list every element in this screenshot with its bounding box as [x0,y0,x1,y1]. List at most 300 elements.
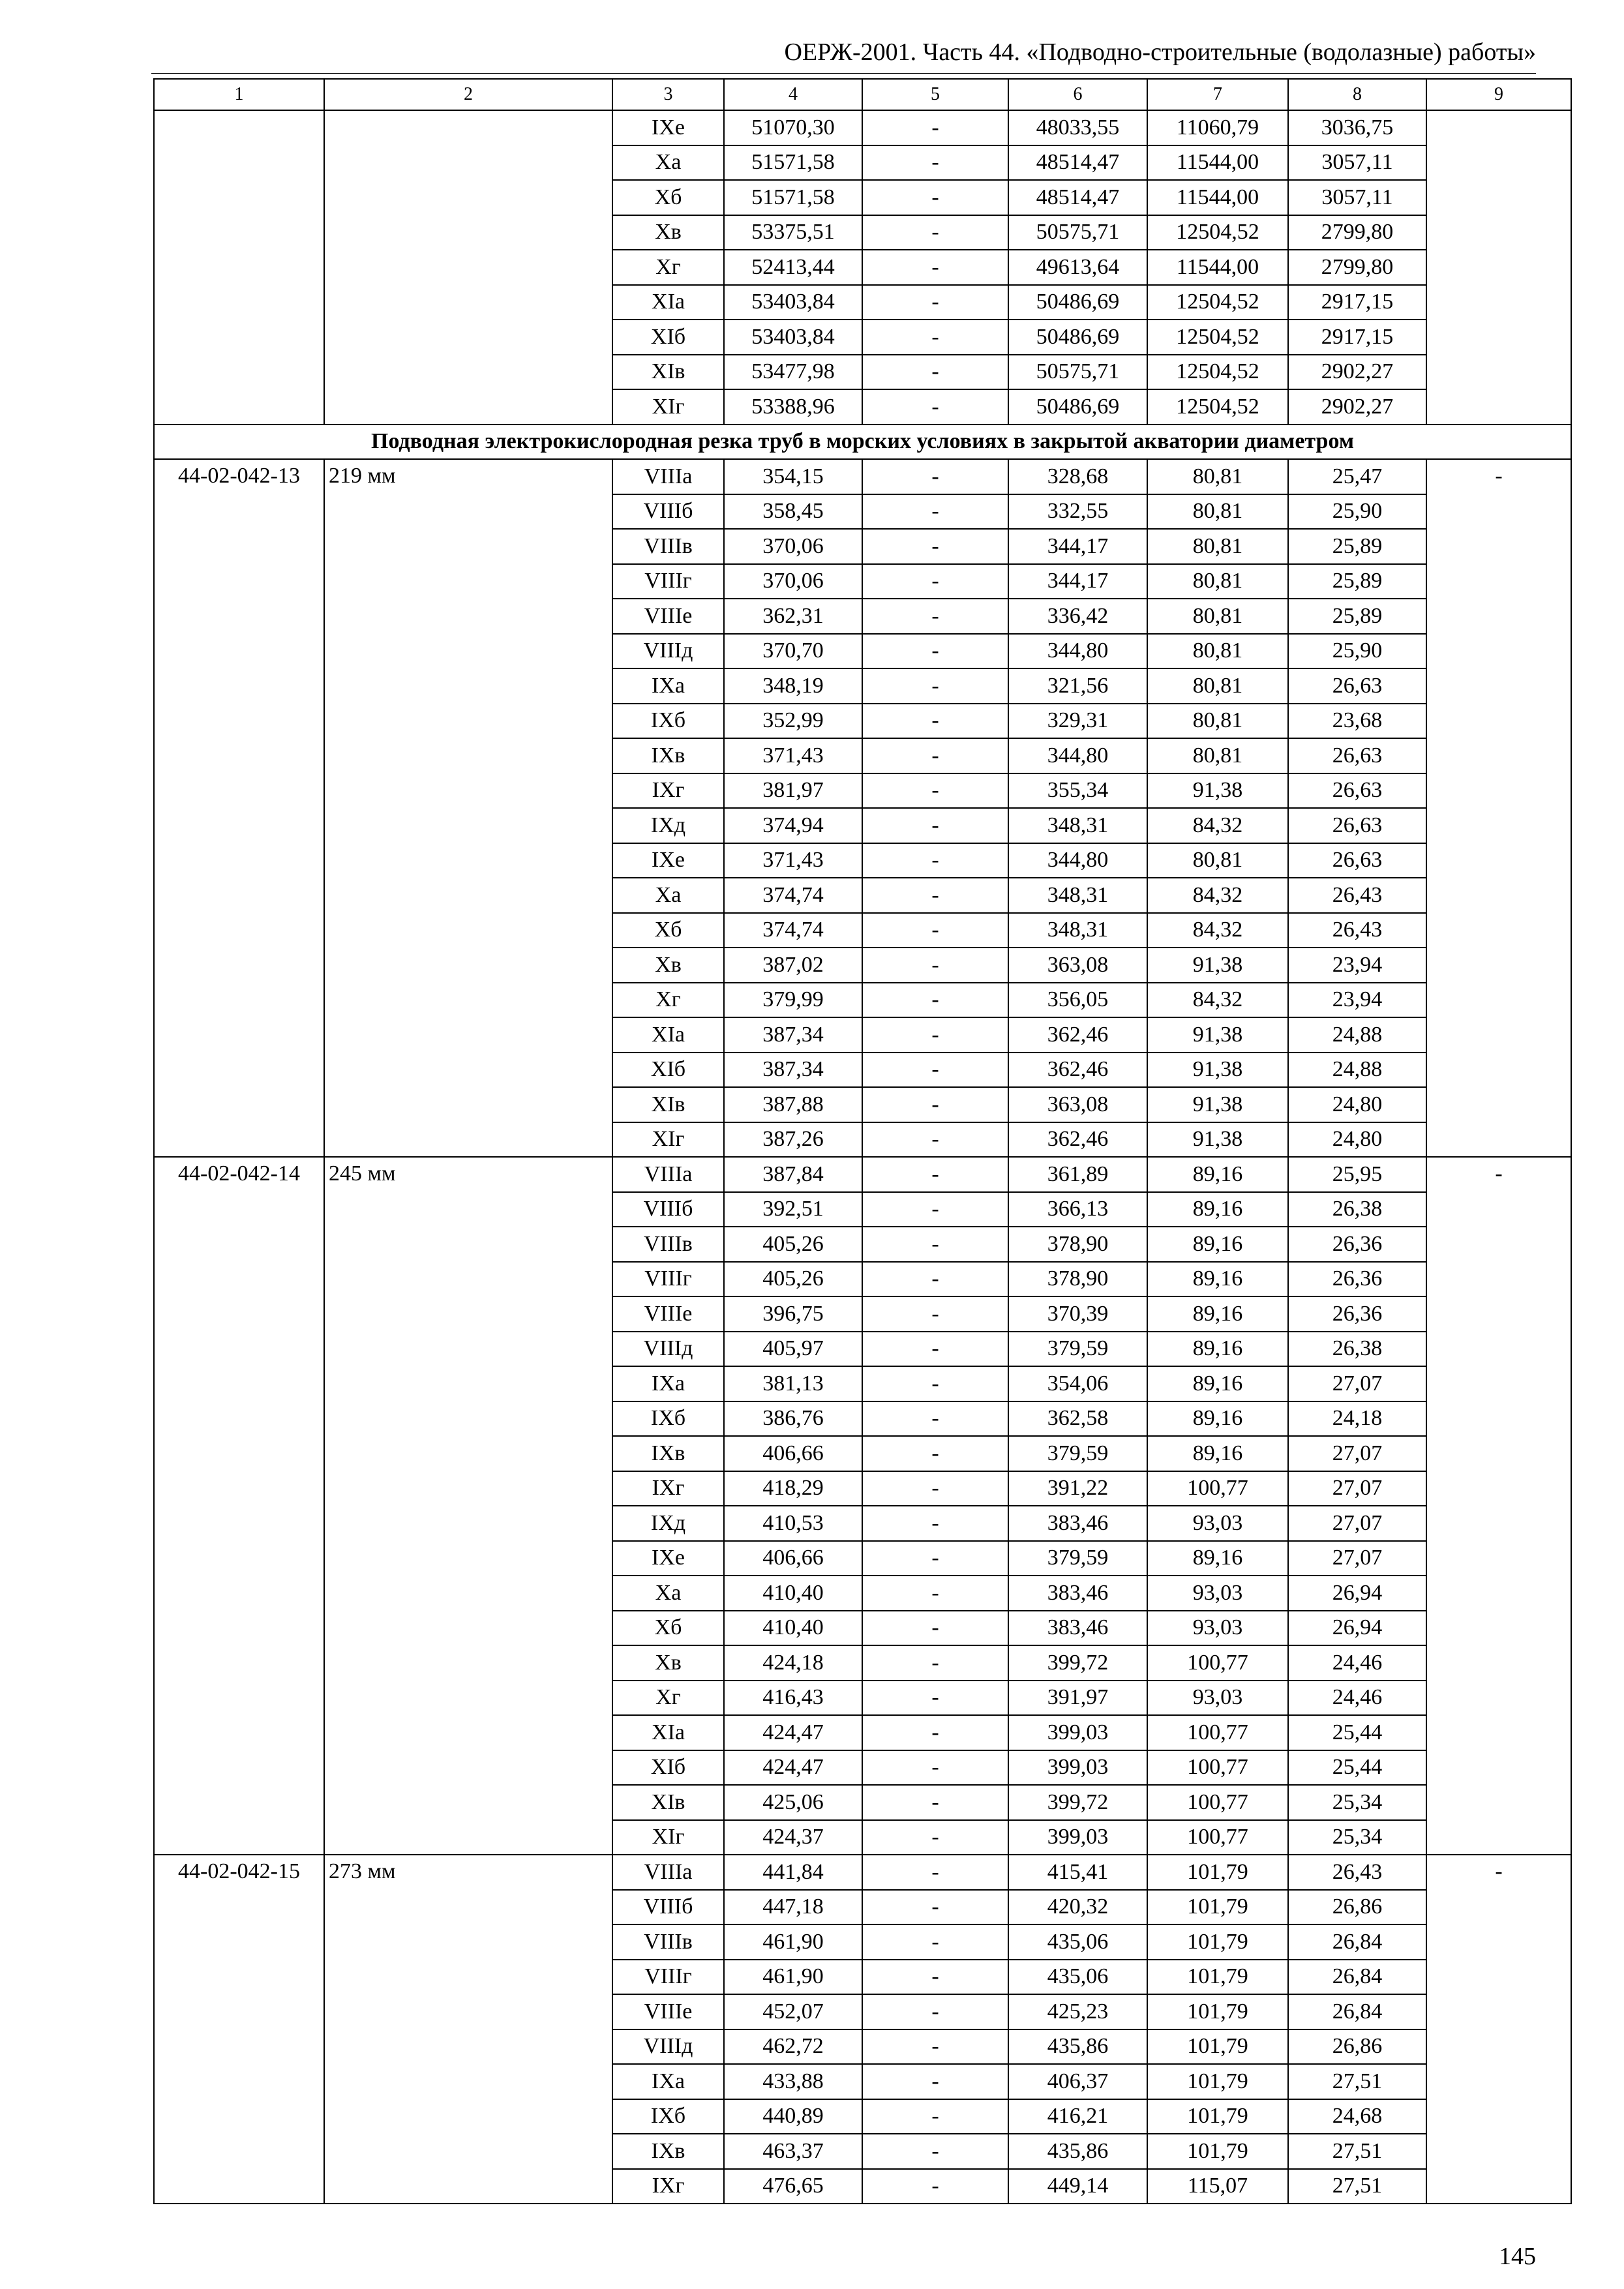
table-cell: 405,26 [724,1227,862,1262]
table-cell: 26,63 [1288,738,1426,773]
table-cell: Xв [612,948,724,983]
pipe-diameter: 219 мм [324,459,612,1157]
table-cell: 80,81 [1147,634,1288,669]
table-cell: 2902,27 [1288,389,1426,425]
table-cell: XIa [612,285,724,320]
table-row [154,110,1571,145]
table-cell: - [862,1924,1008,1960]
table-cell: 435,06 [1008,1924,1147,1960]
table-cell: - [862,773,1008,809]
table-cell: - [862,1785,1008,1820]
table-cell: 26,63 [1288,773,1426,809]
table-cell: 89,16 [1147,1401,1288,1437]
table-cell: - [862,1681,1008,1716]
table-cell: 26,94 [1288,1576,1426,1611]
table-cell: 26,43 [1288,1855,1426,1890]
table-cell: 12504,52 [1147,389,1288,425]
table-cell: 424,47 [724,1750,862,1786]
table-cell: 100,77 [1147,1750,1288,1786]
table-cell: VIIIa [612,459,724,494]
table-cell: 12504,52 [1147,285,1288,320]
table-cell: - [862,1645,1008,1681]
table-cell: 399,72 [1008,1785,1147,1820]
table-cell: VIIIг [612,1262,724,1297]
table-cell: - [862,215,1008,250]
table-cell: - [862,1017,1008,1053]
table-cell: 91,38 [1147,948,1288,983]
table-cell: 48514,47 [1008,180,1147,215]
table-cell: 3057,11 [1288,145,1426,181]
table-cell: 420,32 [1008,1890,1147,1925]
table-cell: - [862,1715,1008,1750]
table-cell: - [862,1157,1008,1192]
table-cell: IXa [612,2064,724,2099]
table-cell: VIIIд [612,1332,724,1367]
table-cell: 424,18 [724,1645,862,1681]
table-cell: 101,79 [1147,2064,1288,2099]
table-cell: XIг [612,1122,724,1158]
table-cell: XIв [612,355,724,390]
table-cell: 363,08 [1008,1087,1147,1122]
table-cell: 354,06 [1008,1366,1147,1401]
table-cell: 387,34 [724,1017,862,1053]
table-cell: Xв [612,215,724,250]
table-cell: 27,51 [1288,2064,1426,2099]
table-cell: - [862,1471,1008,1506]
table-cell: - [862,180,1008,215]
table-cell: IXг [612,1471,724,1506]
table-cell: 100,77 [1147,1785,1288,1820]
table-cell: 80,81 [1147,564,1288,599]
table-cell: 26,84 [1288,1994,1426,2029]
table-cell: VIIIб [612,1192,724,1227]
table-cell: 378,90 [1008,1227,1147,1262]
table-cell: VIIIб [612,1890,724,1925]
table-cell: 387,88 [724,1087,862,1122]
table-cell: - [862,529,1008,564]
column-number-row [154,79,1571,110]
table-cell: - [862,1576,1008,1611]
table-cell: 381,13 [724,1366,862,1401]
table-cell: 447,18 [724,1890,862,1925]
table-row [154,1855,1571,1890]
table-cell: 89,16 [1147,1227,1288,1262]
table-cell: 101,79 [1147,1960,1288,1995]
table-cell: 53375,51 [724,215,862,250]
table-row [154,1157,1571,1192]
table-cell: 49613,64 [1008,250,1147,285]
table-cell: 3057,11 [1288,180,1426,215]
table-cell: 348,31 [1008,808,1147,843]
table-cell: - [862,599,1008,634]
table-cell: 348,31 [1008,913,1147,948]
table-cell: VIIIв [612,1227,724,1262]
table-cell: 332,55 [1008,494,1147,530]
table-cell: 100,77 [1147,1645,1288,1681]
table-cell: 25,90 [1288,634,1426,669]
section-row [154,425,1571,460]
table-cell: 370,39 [1008,1296,1147,1332]
table-cell: 416,43 [724,1681,862,1716]
table-cell: 352,99 [724,704,862,739]
column-number: 5 [862,79,1008,110]
table-cell: 25,89 [1288,529,1426,564]
table-cell: 27,07 [1288,1541,1426,1576]
table-cell: - [862,808,1008,843]
table-cell: 24,18 [1288,1401,1426,1437]
table-cell: - [862,1053,1008,1088]
table-cell: 24,88 [1288,1053,1426,1088]
table-cell: - [862,878,1008,913]
table-cell: 387,84 [724,1157,862,1192]
table-cell: 27,07 [1288,1471,1426,1506]
table-cell: - [862,320,1008,355]
table-cell: 93,03 [1147,1576,1288,1611]
table-cell: 91,38 [1147,773,1288,809]
table-cell: 89,16 [1147,1296,1288,1332]
table-cell: - [862,1087,1008,1122]
table-cell: 2799,80 [1288,250,1426,285]
table-cell: Xa [612,145,724,181]
table-cell: 355,34 [1008,773,1147,809]
table-cell: 387,34 [724,1053,862,1088]
table-cell: 50486,69 [1008,285,1147,320]
rates-table [153,78,1572,2204]
table-cell: 101,79 [1147,1890,1288,1925]
table-cell: 399,03 [1008,1820,1147,1855]
table-cell: 379,99 [724,983,862,1018]
table-cell: 406,66 [724,1436,862,1471]
table-row [154,459,1571,494]
table-cell: 53388,96 [724,389,862,425]
table-cell: 435,06 [1008,1960,1147,1995]
table-cell: 26,38 [1288,1332,1426,1367]
table-cell: 3036,75 [1288,110,1426,145]
table-body [154,79,1571,2204]
table-cell: 399,72 [1008,1645,1147,1681]
table-cell: 2917,15 [1288,285,1426,320]
table-cell: - [862,1611,1008,1646]
table-cell: 425,06 [724,1785,862,1820]
table-cell: 24,46 [1288,1681,1426,1716]
table-cell: 27,51 [1288,2134,1426,2169]
table-cell: IXд [612,808,724,843]
table-cell: - [862,1227,1008,1262]
table-cell: 101,79 [1147,2029,1288,2065]
table-cell: XIa [612,1017,724,1053]
table-cell: - [862,843,1008,878]
table-cell: VIIIe [612,1994,724,2029]
table-cell: 461,90 [724,1924,862,1960]
table-cell: 101,79 [1147,1855,1288,1890]
table-cell: 378,90 [1008,1262,1147,1297]
table-cell: - [862,2169,1008,2204]
table-cell: 433,88 [724,2064,862,2099]
table-cell: 361,89 [1008,1157,1147,1192]
table-cell: - [862,2029,1008,2065]
table-cell: - [862,1890,1008,1925]
table-cell: 379,59 [1008,1436,1147,1471]
table-cell: - [862,355,1008,390]
table-cell: 89,16 [1147,1541,1288,1576]
table-cell: 406,37 [1008,2064,1147,2099]
table-cell: 26,36 [1288,1262,1426,1297]
table-cell: IXв [612,2134,724,2169]
table-cell: VIIIг [612,564,724,599]
table-cell: - [862,2064,1008,2099]
note-cell: - [1426,1855,1571,2204]
table-cell: 48514,47 [1008,145,1147,181]
table-cell: 410,40 [724,1576,862,1611]
table-cell: 12504,52 [1147,215,1288,250]
table-cell: 321,56 [1008,668,1147,704]
table-cell: 424,47 [724,1715,862,1750]
table-cell: 396,75 [724,1296,862,1332]
table-cell: 391,22 [1008,1471,1147,1506]
table-cell: 371,43 [724,738,862,773]
table-cell: 344,80 [1008,843,1147,878]
table-cell: 89,16 [1147,1262,1288,1297]
table-cell: - [862,2134,1008,2169]
table-cell: VIIIa [612,1157,724,1192]
table-cell: 374,74 [724,878,862,913]
table-cell: 53403,84 [724,320,862,355]
table-cell: - [862,1541,1008,1576]
table-cell: Xг [612,250,724,285]
table-cell: 362,31 [724,599,862,634]
table-cell: 25,34 [1288,1820,1426,1855]
table-cell: - [862,564,1008,599]
table-cell: 11544,00 [1147,145,1288,181]
table-cell: 80,81 [1147,459,1288,494]
table-cell: IXe [612,110,724,145]
table-cell: 26,86 [1288,2029,1426,2065]
table-cell: XIб [612,1750,724,1786]
section-title: Подводная электрокислородная резка труб в морских условиях в закрытой акватории диаметром [154,425,1571,460]
table-cell: 374,94 [724,808,862,843]
table-cell: - [862,1994,1008,2029]
table-cell: VIIIб [612,494,724,530]
table-cell: 387,26 [724,1122,862,1158]
table-cell: XIв [612,1785,724,1820]
table-cell: 91,38 [1147,1122,1288,1158]
table-cell: 410,53 [724,1506,862,1541]
table-cell: 25,34 [1288,1785,1426,1820]
table-cell: - [862,738,1008,773]
table-cell: 89,16 [1147,1436,1288,1471]
table-cell: 370,06 [724,564,862,599]
table-cell: - [862,1436,1008,1471]
table-cell: VIIIa [612,1855,724,1890]
table-cell: 26,63 [1288,668,1426,704]
table-cell: - [862,389,1008,425]
table-cell: 383,46 [1008,1611,1147,1646]
table-cell: 52413,44 [724,250,862,285]
table-cell: IXe [612,843,724,878]
table-cell: 51571,58 [724,145,862,181]
table-cell: 24,88 [1288,1017,1426,1053]
table-cell: 26,36 [1288,1296,1426,1332]
table-cell: XIг [612,389,724,425]
table-cell: - [862,1296,1008,1332]
table-cell: 449,14 [1008,2169,1147,2204]
table-cell: 26,43 [1288,913,1426,948]
column-number: 1 [154,79,324,110]
table-cell: 383,46 [1008,1576,1147,1611]
table-cell: 23,68 [1288,704,1426,739]
table-cell: 84,32 [1147,878,1288,913]
table-cell: 462,72 [724,2029,862,2065]
table-cell: 26,38 [1288,1192,1426,1227]
table-cell: 435,86 [1008,2029,1147,2065]
table-cell: 84,32 [1147,808,1288,843]
table-cell: 26,43 [1288,878,1426,913]
table-cell: 80,81 [1147,599,1288,634]
column-number: 4 [724,79,862,110]
table-cell: 425,23 [1008,1994,1147,2029]
table-cell: 25,95 [1288,1157,1426,1192]
table-cell: 415,41 [1008,1855,1147,1890]
table-cell: IXг [612,2169,724,2204]
table-cell: 371,43 [724,843,862,878]
table-cell: IXe [612,1541,724,1576]
diameter-cell [324,110,612,425]
table-cell: Xг [612,983,724,1018]
table-cell: 100,77 [1147,1715,1288,1750]
page-number: 145 [1499,2243,1536,2270]
table-cell: - [862,983,1008,1018]
table-cell: 329,31 [1008,704,1147,739]
table-cell: 25,47 [1288,459,1426,494]
table-cell: 362,46 [1008,1122,1147,1158]
table-cell: 25,44 [1288,1715,1426,1750]
table-cell: - [862,704,1008,739]
table-cell: 399,03 [1008,1715,1147,1750]
table-cell: 93,03 [1147,1611,1288,1646]
table-cell: 80,81 [1147,843,1288,878]
table-cell: 363,08 [1008,948,1147,983]
table-cell: 344,17 [1008,564,1147,599]
table-cell: 391,97 [1008,1681,1147,1716]
table-cell: 12504,52 [1147,355,1288,390]
table-cell: - [862,1401,1008,1437]
table-cell: 344,17 [1008,529,1147,564]
table-cell: - [862,1332,1008,1367]
table-cell: - [862,1820,1008,1855]
table-cell: 362,58 [1008,1401,1147,1437]
table-cell: 11060,79 [1147,110,1288,145]
table-cell: 80,81 [1147,738,1288,773]
table-cell: 26,36 [1288,1227,1426,1262]
table-cell: IXв [612,1436,724,1471]
table-cell: 101,79 [1147,2099,1288,2134]
table-cell: 53477,98 [724,355,862,390]
table-cell: 25,89 [1288,564,1426,599]
table-cell: 452,07 [724,1994,862,2029]
table-cell: 27,07 [1288,1366,1426,1401]
table-cell: 24,80 [1288,1087,1426,1122]
table-cell: VIIIв [612,1924,724,1960]
table-cell: 80,81 [1147,668,1288,704]
table-cell: 362,46 [1008,1017,1147,1053]
table-cell: 89,16 [1147,1366,1288,1401]
table-cell: 80,81 [1147,529,1288,564]
table-cell: 381,97 [724,773,862,809]
table-cell: Xг [612,1681,724,1716]
table-cell: - [862,1366,1008,1401]
table-cell: 379,59 [1008,1332,1147,1367]
table-cell: 23,94 [1288,948,1426,983]
rate-code: 44-02-042-14 [154,1157,324,1855]
pipe-diameter: 245 мм [324,1157,612,1855]
table-cell: 362,46 [1008,1053,1147,1088]
table-cell: 344,80 [1008,738,1147,773]
table-cell: 405,26 [724,1262,862,1297]
table-cell: 25,90 [1288,494,1426,530]
table-cell: 24,68 [1288,2099,1426,2134]
table-cell: VIIIв [612,529,724,564]
table-cell: 26,84 [1288,1960,1426,1995]
table-cell: 26,63 [1288,843,1426,878]
table-cell: 101,79 [1147,2134,1288,2169]
table-cell: 24,46 [1288,1645,1426,1681]
table-cell: 374,74 [724,913,862,948]
table-cell: - [862,1192,1008,1227]
table-cell: 27,07 [1288,1436,1426,1471]
table-cell: IXб [612,2099,724,2134]
table-cell: 461,90 [724,1960,862,1995]
running-header: ОЕРЖ-2001. Часть 44. «Подводно-строительные (водолазные) работы» [784,38,1536,66]
table-cell: - [862,1750,1008,1786]
table-cell: 344,80 [1008,634,1147,669]
table-cell: VIIIe [612,1296,724,1332]
table-cell: 383,46 [1008,1506,1147,1541]
table-cell: 101,79 [1147,1994,1288,2029]
table-cell: 392,51 [724,1192,862,1227]
table-cell: VIIIe [612,599,724,634]
table-cell: 358,45 [724,494,862,530]
table-cell: 26,86 [1288,1890,1426,1925]
table-cell: 348,31 [1008,878,1147,913]
table-cell: VIIIд [612,2029,724,2065]
table-cell: 50575,71 [1008,215,1147,250]
table-cell: 399,03 [1008,1750,1147,1786]
table-cell: IXг [612,773,724,809]
note-cell: - [1426,459,1571,1157]
table-cell: 27,51 [1288,2169,1426,2204]
table-cell: 405,97 [724,1332,862,1367]
table-cell: 416,21 [1008,2099,1147,2134]
table-cell: 84,32 [1147,913,1288,948]
table-cell: 25,44 [1288,1750,1426,1786]
table-cell: 476,65 [724,2169,862,2204]
table-cell: 2799,80 [1288,215,1426,250]
table-cell: 2917,15 [1288,320,1426,355]
table-cell: - [862,285,1008,320]
table-cell: 23,94 [1288,983,1426,1018]
table-cell: - [862,145,1008,181]
table-cell: 100,77 [1147,1820,1288,1855]
table-cell: 348,19 [724,668,862,704]
rate-code: 44-02-042-13 [154,459,324,1157]
table-cell: 50486,69 [1008,320,1147,355]
table-cell: 366,13 [1008,1192,1147,1227]
table-cell: XIб [612,1053,724,1088]
table-cell: XIг [612,1820,724,1855]
table-cell: - [862,1960,1008,1995]
table-cell: - [862,668,1008,704]
table-cell: 440,89 [724,2099,862,2134]
